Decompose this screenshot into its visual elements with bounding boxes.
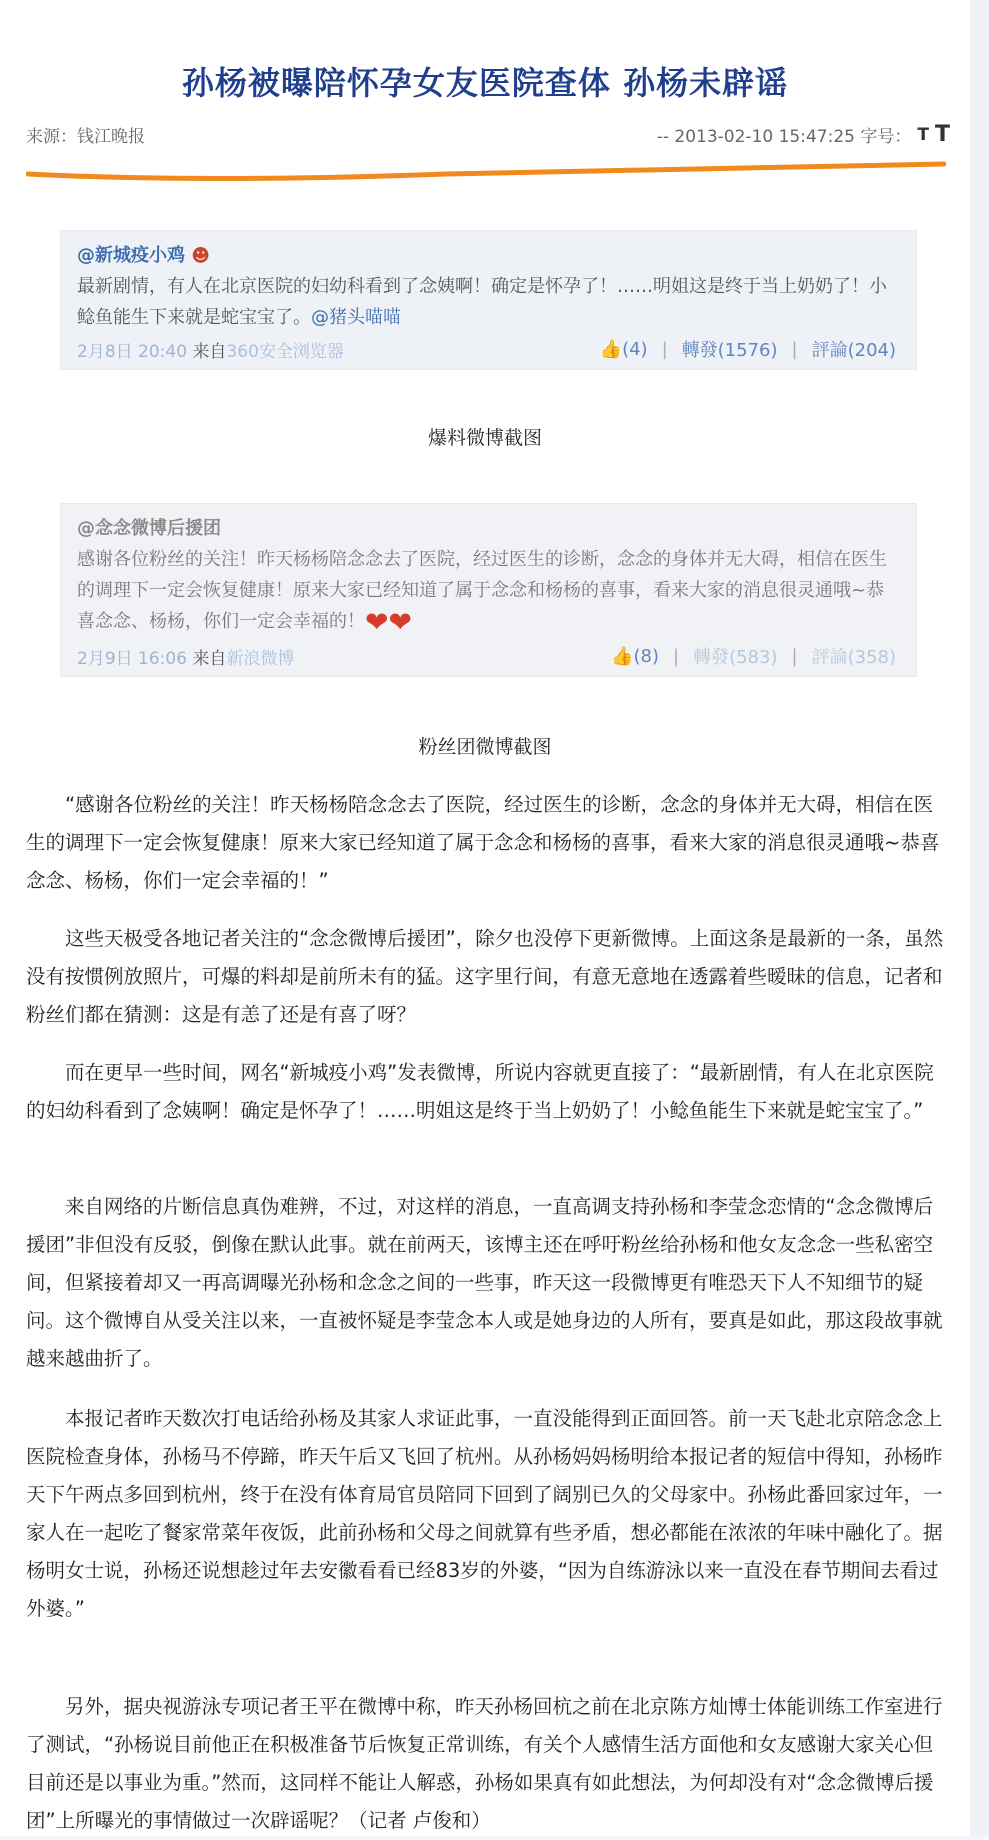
weibo-mention[interactable]: @猪头喵喵 <box>311 307 401 328</box>
thumbs-up-icon: 👍 <box>611 645 634 667</box>
weibo-text: 感谢各位粉丝的关注！昨天杨杨陪念念去了医院，经过医生的诊断，念念的身体并无大碍，相信在医生的调理下一定会恢复健康！原来大家已经知道了属于念念和杨杨的喜事，看来大家的消息很灵通哦~恭喜念念、杨杨，你们一定会幸福的！❤❤ <box>77 549 887 639</box>
like-button[interactable]: 👍(4) <box>599 338 648 360</box>
paragraph-2: 这些天极受各地记者关注的“念念微博后援团”，除夕也没停下更新微博。上面这条是最新的一条，虽然没有按惯例放照片，可爆的料却是前所未有的猛。这字里行间，有意无意地在透露着些暧昧的信息，记者和粉丝们都在猜测：这是有恙了还是有喜了呀？ <box>26 927 944 1026</box>
divider: | <box>673 645 680 667</box>
repost-button[interactable]: 轉發(583) <box>693 647 778 668</box>
weibo-client[interactable]: 新浪微博 <box>226 649 295 669</box>
paragraph-6: 另外，据央视游泳专项记者王平在微博中称，昨天孙杨回杭之前在北京陈方灿博士体能训练工作室进行了测试，“孙杨说目前他正在积极准备节后恢复正常训练，有关个人感情生活方面他和女友感谢大家关心但目前还是以事业为重。”然而，这同样不能让人解惑，孙杨如果真有如此想法，为何却没有对“念念微博后援团”上所曝光的事情做过一次辟谣呢？（记者 卢俊和） <box>26 1695 943 1832</box>
weibo-screenshot-2 <box>60 503 917 677</box>
thumbs-up-icon: 👍 <box>599 338 623 360</box>
caption-1: 爆料微博截图 <box>427 427 542 449</box>
article-title: 孙杨被曝陪怀孕女友医院查体 孙杨未辟谣 <box>181 64 789 102</box>
paragraph-1: “感谢各位粉丝的关注！昨天杨杨陪念念去了医院，经过医生的诊断，念念的身体并无大碍，相信在医生的调理下一定会恢复健康！原来大家已经知道了属于念念和杨杨的喜事，看来大家的消息很灵通哦~恭喜念念、杨杨，你们一定会幸福的！” <box>26 793 940 892</box>
weibo-time[interactable]: 2月9日 16:06 <box>77 649 188 669</box>
paragraph-4: 来自网络的片断信息真伪难辨，不过，对这样的消息，一直高调支持孙杨和李莹念恋情的“念念微博后援团”非但没有反驳，倒像在默认此事。就在前两天，该博主还在呼吁粉丝给孙杨和他女友念念一些私密空间，但紧接着却又一再高调曝光孙杨和念念之间的一些事，昨天这一段微博更有唯恐天下人不知细节的疑问。这个微博自从受关注以来，一直被怀疑是李莹念本人或是她身边的人所有，要真是如此，那这段故事就越来越曲折了。 <box>26 1195 943 1370</box>
divider: | <box>791 645 798 667</box>
weibo-user[interactable]: @念念微博后援团 <box>77 518 221 539</box>
font-size-large-button[interactable]: T <box>934 122 950 147</box>
paragraph-5: 本报记者昨天数次打电话给孙杨及其家人求证此事，一直没能得到正面回答。前一天飞赴北京陪念念上医院检查身体，孙杨马不停蹄，昨天午后又飞回了杭州。从孙杨妈妈杨明给本报记者的短信中得知，孙杨昨天下午两点多回到杭州，终于在没有体育局官员陪同下回到了阔别已久的父母家中。孙杨此番回家过年，一家人在一起吃了餐家常菜年夜饭，此前孙杨和父母之间就算有些矛盾，想必都能在浓浓的年味中融化了。据杨明女士说，孙杨还说想趁过年去安徽看看已经83岁的外婆，“因为自练游泳以来一直没在春节期间去看过外婆。” <box>26 1407 943 1620</box>
comment-button[interactable]: 評論(358) <box>811 647 896 668</box>
scrollbar-track[interactable] <box>970 0 989 1836</box>
divider: | <box>661 338 668 360</box>
font-size-small-button[interactable]: T <box>917 124 929 145</box>
weibo-footer <box>77 644 294 669</box>
comment-button[interactable]: 評論(204) <box>811 340 896 361</box>
like-button[interactable]: 👍(8) <box>611 645 660 667</box>
weibo-from: 来自 <box>192 342 227 362</box>
emoji-icon: ☻ <box>191 245 211 267</box>
heart-icon: ❤❤ <box>365 605 412 639</box>
paragraph-3: 而在更早一些时间，网名“新城疫小鸡”发表微博，所说内容就更直接了：“最新剧情，有人在北京医院的妇幼科看到了念姨啊！确定是怀孕了！……明姐这是终于当上奶奶了！小鲶鱼能生下来就是蛇宝宝了。” <box>26 1061 934 1122</box>
article-datetime: -- 2013-02-10 15:47:25 字号： <box>656 127 912 147</box>
weibo-text: 最新剧情，有人在北京医院的妇幼科看到了念姨啊！确定是怀孕了！……明姐这是终于当上奶奶了！小鲶鱼能生下来就是蛇宝宝了。@猪头喵喵 <box>77 276 887 328</box>
divider: | <box>791 338 798 360</box>
weibo-time[interactable]: 2月8日 20:40 <box>77 342 188 362</box>
weibo-client[interactable]: 360安全浏览器 <box>226 342 344 362</box>
weibo-from: 来自 <box>192 649 227 669</box>
weibo-actions <box>600 336 896 362</box>
weibo-user[interactable]: @新城疫小鸡 ☻ <box>77 245 211 267</box>
article-source: 来源：钱江晚报 <box>26 127 145 147</box>
caption-2: 粉丝团微博截图 <box>418 736 552 758</box>
weibo-footer <box>77 337 344 362</box>
weibo-screenshot-1 <box>60 230 917 370</box>
article-meta <box>657 122 950 147</box>
repost-button[interactable]: 轉發(1576) <box>681 340 778 361</box>
orange-underline <box>26 160 946 190</box>
weibo-actions <box>611 643 896 669</box>
